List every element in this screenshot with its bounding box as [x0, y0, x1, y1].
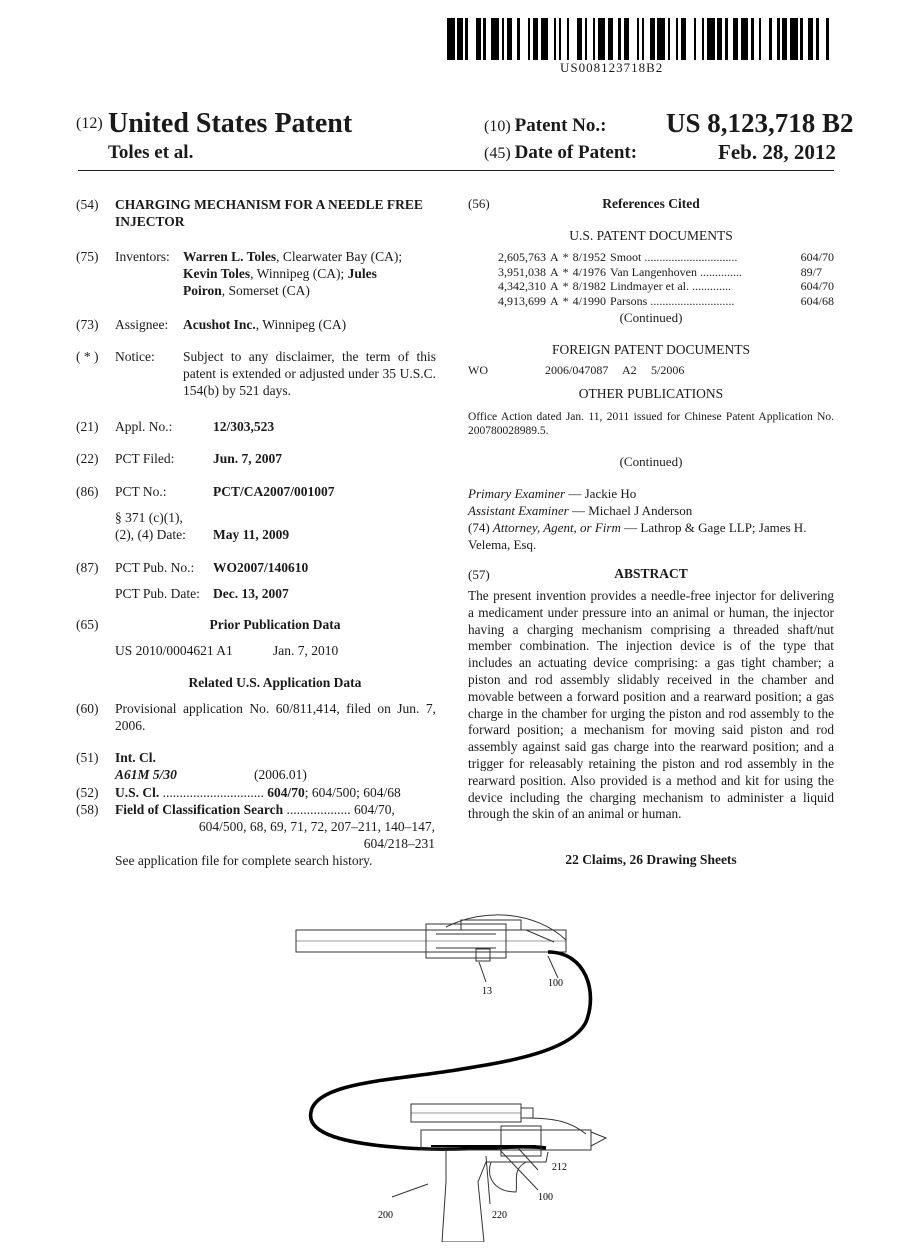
- us-doc-row: [498, 279, 838, 294]
- appl-value: 12/303,523: [213, 419, 275, 434]
- prior-pub: US 2010/0004621 A1: [115, 643, 233, 658]
- pct-no-code: (86): [76, 484, 99, 499]
- abstract-text: The present invention provides a needle-free injector for delivering a medicament under pressure into an animal or human, the injector having a charging mechanism comprising a threaded shaft/nut member combination. The injection device is of the type that includes an actuating device comprising: a gas tight chamber; a piston and rod assembly slidably received in the chamber and movable between a forward position and a rearward position; a gas charge in the chamber for urging the piston and rod assembly to the forward position; a mechanism for moving said piston and rod assembly against said gas charge into the rearward position; and a trigger for releasably retaining the piston and rod assembly in the rearward position. Also provided is a method and kit for using the device including the charging mechanism to administer a liquid through the skin of an animal or human.: [468, 588, 834, 822]
- refs-code: (56): [468, 196, 490, 211]
- uscl-code: (52): [76, 785, 99, 800]
- doc-name: Smoot ...............................: [610, 250, 738, 264]
- doc-date: 8/1982: [572, 279, 607, 293]
- doc-kind: A: [550, 279, 559, 293]
- invention-title: CHARGING MECHANISM FOR A NEEDLE FREE INJECTOR: [115, 197, 423, 229]
- doc-date: 8/1952: [572, 250, 607, 264]
- doc-kind: A: [550, 264, 559, 279]
- injector-drawing: [286, 912, 626, 1242]
- doc-dots: ..............: [697, 264, 742, 279]
- provisional-text: Provisional application No. 60/811,414, filed on Jun. 7, 2006.: [115, 701, 436, 733]
- us-docs-heading: U.S. PATENT DOCUMENTS: [569, 228, 733, 243]
- doc-number: 4,913,699: [498, 293, 546, 308]
- us-docs-table: [498, 250, 838, 308]
- doc-class: 604/70: [800, 279, 834, 293]
- inventors-value: Warren L. Toles, Clearwater Bay (CA); Kevin Toles, Winnipeg (CA); Jules Poiron, Somerset (CA): [183, 249, 403, 298]
- doc-star: *: [562, 279, 569, 293]
- field-line2: 604/500, 68, 69, 71, 72, 207–211, 140–147,: [198, 819, 435, 834]
- pct-filed-label: PCT Filed:: [115, 451, 175, 466]
- foreign-num: 2006/047087: [545, 363, 609, 377]
- uscl-line: U.S. Cl. .............................. 604/70; 604/500; 604/68: [115, 785, 401, 800]
- label-212: 212: [552, 1162, 567, 1173]
- other-heading: OTHER PUBLICATIONS: [578, 386, 724, 401]
- doc-star: *: [562, 264, 569, 279]
- inventors-label: Inventors:: [115, 249, 170, 264]
- pct-pub-date-label: PCT Pub. Date:: [115, 586, 200, 601]
- patent-date: Feb. 28, 2012: [718, 140, 836, 164]
- label-200: 200: [378, 1210, 393, 1221]
- title-code: (54): [76, 197, 99, 212]
- doc-class: 604/68: [800, 293, 834, 308]
- doc-star: *: [562, 293, 569, 308]
- inventor-short: Toles et al.: [108, 142, 194, 163]
- doc-name: Parsons ............................: [610, 293, 735, 308]
- prior-date: Jan. 7, 2010: [273, 643, 339, 658]
- label-100-bottom: 100: [538, 1192, 553, 1203]
- barcode-number: US008123718B2: [560, 60, 664, 75]
- related-heading: Related U.S. Application Data: [188, 675, 362, 690]
- doc-dots: ...............................: [641, 250, 738, 264]
- abstract-code: (57): [468, 567, 490, 582]
- pct-pub-date-value: Dec. 13, 2007: [213, 586, 289, 601]
- doc-star: *: [562, 250, 569, 264]
- doc-class: 604/70: [800, 250, 834, 264]
- field-line1: Field of Classification Search ................... 604/70,: [115, 802, 395, 817]
- foreign-kind: A2: [622, 363, 637, 377]
- claims-summary: 22 Claims, 26 Drawing Sheets: [565, 852, 737, 867]
- intcl-code: (51): [76, 750, 99, 765]
- s371-value: May 11, 2009: [213, 527, 290, 542]
- appl-code: (21): [76, 419, 99, 434]
- us-doc-row: [498, 250, 838, 265]
- doc-dots: ............................: [647, 293, 735, 308]
- code-12: (12): [76, 115, 103, 132]
- abstract-heading: ABSTRACT: [614, 566, 688, 581]
- examiners: Primary Examiner — Jackie Ho Assistant Examiner — Michael J Anderson (74) Attorney, Agent, or Firm — Lathrop & Gage LLP; James H. Velema, Esq.: [468, 486, 807, 552]
- doc-dots: .............: [688, 279, 731, 293]
- doc-name: Lindmayer et al. .............: [610, 279, 731, 293]
- foreign-heading: FOREIGN PATENT DOCUMENTS: [551, 342, 751, 357]
- pct-filed-value: Jun. 7, 2007: [213, 451, 283, 466]
- continued-1: (Continued): [619, 310, 683, 325]
- pct-pub-label: PCT Pub. No.:: [115, 560, 195, 575]
- doc-name: Van Langenhoven ..............: [610, 264, 742, 279]
- see-application: See application file for complete search history.: [115, 853, 373, 868]
- doc-number: 2,605,763: [498, 250, 546, 264]
- field-line3: 604/218–231: [363, 836, 435, 851]
- pct-filed-code: (22): [76, 451, 99, 466]
- notice-code: ( * ): [76, 349, 99, 364]
- inventors-code: (75): [76, 249, 99, 264]
- assignee-label: Assignee:: [115, 317, 169, 332]
- provisional-code: (60): [76, 701, 99, 716]
- patent-number: US 8,123,718 B2: [666, 108, 854, 138]
- date-label: (45) Date of Patent:: [484, 142, 638, 163]
- s371-label: § 371 (c)(1),: [115, 510, 183, 525]
- field-code: (58): [76, 802, 99, 817]
- refs-heading: References Cited: [602, 196, 700, 211]
- pct-no-value: PCT/CA2007/001007: [213, 484, 335, 499]
- doc-number: 3,951,038: [498, 264, 546, 279]
- doc-date: 4/1990: [572, 293, 607, 308]
- us-doc-row: [498, 294, 838, 309]
- prior-code: (65): [76, 617, 99, 632]
- other-text: Office Action dated Jan. 11, 2011 issued for Chinese Patent Application No. 200780028989.5.: [468, 411, 834, 437]
- intcl-year: (2006.01): [254, 767, 307, 782]
- intcl-class: A61M 5/30: [115, 767, 177, 782]
- s371-date-label: (2), (4) Date:: [115, 527, 186, 542]
- patent-no-label: (10) Patent No.:: [484, 115, 607, 136]
- pct-no-label: PCT No.:: [115, 484, 167, 499]
- assignee-value: Acushot Inc., Winnipeg (CA): [183, 317, 347, 332]
- assignee-code: (73): [76, 317, 99, 332]
- doc-kind: A: [550, 250, 559, 264]
- pct-pub-code: (87): [76, 560, 99, 575]
- continued-2: (Continued): [619, 454, 683, 469]
- appl-label: Appl. No.:: [115, 419, 173, 434]
- intcl-label: Int. Cl.: [115, 750, 156, 765]
- foreign-country: WO: [468, 363, 488, 377]
- label-100-top: 100: [548, 978, 563, 989]
- foreign-date: 5/2006: [651, 363, 685, 377]
- us-doc-row: [498, 265, 838, 280]
- doc-date: 4/1976: [572, 264, 607, 279]
- notice-label: Notice:: [115, 349, 155, 364]
- doc-kind: A: [550, 293, 559, 308]
- label-13: 13: [482, 986, 492, 997]
- doc-class: 89/7: [800, 264, 822, 279]
- doc-number: 4,342,310: [498, 279, 546, 293]
- patent-title: United States Patent: [108, 108, 353, 139]
- pct-pub-value: WO2007/140610: [213, 560, 309, 575]
- notice-text: Subject to any disclaimer, the term of this patent is extended or adjusted under 35 U.S.C. 154(b) by 521 days.: [183, 349, 436, 398]
- prior-heading: Prior Publication Data: [209, 617, 341, 632]
- label-220: 220: [492, 1210, 507, 1221]
